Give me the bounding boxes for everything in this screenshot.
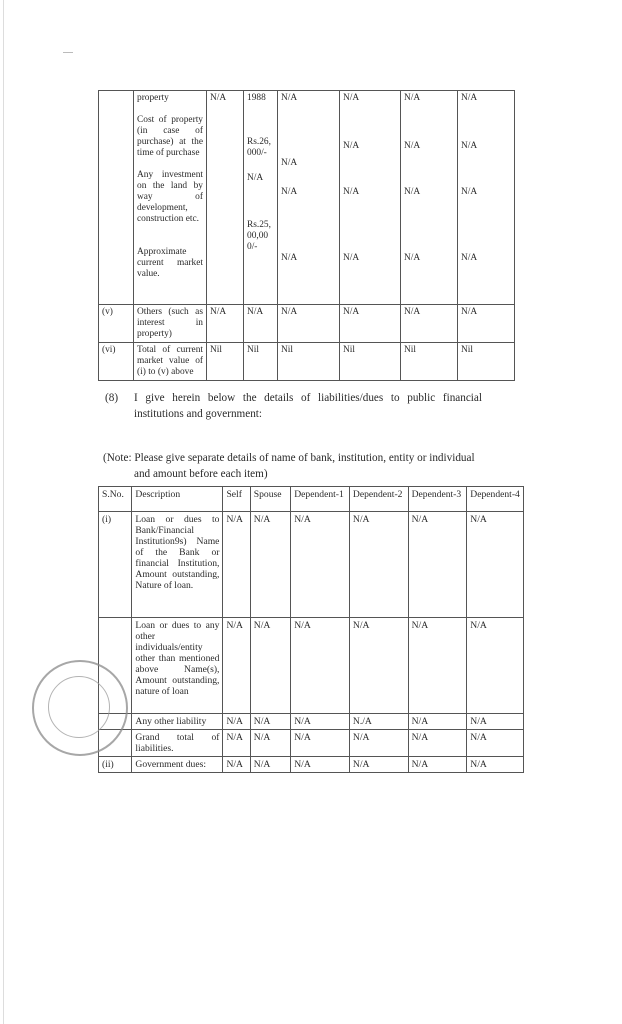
d4-cost: N/A	[461, 141, 478, 151]
dependent1-cell: N/A	[291, 757, 350, 773]
spouse-cell	[244, 91, 278, 305]
sno-cell: (i)	[99, 512, 132, 618]
description-cell: Total of current market value of (i) to (v) above	[134, 343, 207, 381]
dependent1-cell: N/A	[291, 730, 350, 757]
table-row	[99, 730, 524, 757]
table-row-vi	[99, 343, 515, 381]
d3-cost: N/A	[404, 141, 421, 151]
dependent1-cell: N/A	[278, 305, 340, 343]
cost-of-property-label: Cost of property (in case of purchase) at the time of purchase	[137, 115, 203, 158]
description-cell: Loan or dues to Bank/Financial Institution9s) Name of the Bank or financial Institution, Amount outstanding, Nature of loan.	[132, 512, 223, 618]
dependent3-cell: N/A	[408, 730, 467, 757]
description-cell: Grand total of liabilities.	[132, 730, 223, 757]
d3-approx: N/A	[404, 253, 421, 263]
header-dependent-2: Dependent-2	[349, 487, 408, 512]
self-cell: N/A	[223, 618, 250, 714]
assets-table	[98, 90, 515, 381]
spouse-cell: N/A	[244, 305, 278, 343]
description-cell: Loan or dues to any other individuals/entity other than mentioned above Name(s), Amount outstanding, nature of loan	[132, 618, 223, 714]
spouse-cell: N/A	[250, 714, 290, 730]
self-cell: N/A	[223, 730, 250, 757]
dependent1-cell	[278, 91, 340, 305]
description-cell: Government dues:	[132, 757, 223, 773]
dependent3-cell: N/A	[401, 305, 458, 343]
self-cell: N/A	[207, 305, 244, 343]
approx-value-label: Approximate current market value.	[137, 247, 203, 279]
dependent3-cell: N/A	[408, 757, 467, 773]
dependent3-cell: N/A	[408, 512, 467, 618]
self-cell: N/A	[223, 757, 250, 773]
scan-mark	[63, 52, 73, 53]
investment-label: Any investment on the land by way of development, construction etc.	[137, 170, 203, 224]
dependent2-cell	[340, 91, 401, 305]
dependent4-cell: N/A	[458, 305, 515, 343]
dependent1-cell: N/A	[291, 618, 350, 714]
spouse-cost: Rs.26, 000/-	[247, 137, 271, 158]
d1-approx: N/A	[281, 253, 298, 263]
dependent4-cell: N/A	[467, 714, 524, 730]
self-cell: Nil	[207, 343, 244, 381]
dependent2-cell: N/A	[349, 618, 408, 714]
stamp-inner-ring	[48, 676, 110, 738]
spouse-cell: Nil	[244, 343, 278, 381]
note-text	[103, 450, 483, 482]
spouse-cell: N/A	[250, 512, 290, 618]
header-spouse: Spouse	[250, 487, 290, 512]
note-line-1: (Note: Please give separate details of name of bank, institution, entity or individual	[103, 452, 475, 464]
table-row-v	[99, 305, 515, 343]
d4-investment: N/A	[461, 187, 478, 197]
description-cell: Others (such as interest in property)	[134, 305, 207, 343]
d2-cost: N/A	[343, 141, 360, 151]
dependent1-cell: N/A	[291, 714, 350, 730]
dependent4-cell: N/A	[467, 757, 524, 773]
dependent2-cell: N/A	[349, 757, 408, 773]
spouse-approx: Rs.25, 00,00 0/-	[247, 220, 271, 252]
scan-edge	[3, 0, 4, 1024]
dependent4-cell: N/A	[467, 618, 524, 714]
description-cell	[134, 91, 207, 305]
dependent2-cell: N./A	[349, 714, 408, 730]
self-cell: N/A	[223, 512, 250, 618]
self-cell: N/A	[223, 714, 250, 730]
d2-investment: N/A	[343, 187, 360, 197]
section-number: (8)	[105, 392, 119, 404]
d3-investment: N/A	[404, 187, 421, 197]
spouse-cell: N/A	[250, 618, 290, 714]
sno-cell: (vi)	[99, 343, 134, 381]
property-label: property	[137, 93, 169, 103]
spouse-year: 1988	[247, 93, 266, 103]
dependent2-cell: N/A	[349, 730, 408, 757]
dependent4-cell	[458, 91, 515, 305]
dependent3-cell: N/A	[408, 618, 467, 714]
dependent3-cell: N/A	[408, 714, 467, 730]
sno-cell	[99, 91, 134, 305]
table-row-property	[99, 91, 515, 305]
table-row	[99, 757, 524, 773]
d1-cost: N/A	[281, 158, 298, 168]
spouse-investment: N/A	[247, 173, 264, 183]
liabilities-table	[98, 486, 524, 773]
sno-cell: (ii)	[99, 757, 132, 773]
dependent4-cell: N/A	[467, 512, 524, 618]
d3-value: N/A	[404, 93, 421, 103]
table-row	[99, 512, 524, 618]
d2-value: N/A	[343, 93, 360, 103]
spouse-cell: N/A	[250, 757, 290, 773]
dependent3-cell	[401, 91, 458, 305]
header-description: Description	[132, 487, 223, 512]
header-dependent-3: Dependent-3	[408, 487, 467, 512]
dependent2-cell: N/A	[340, 305, 401, 343]
header-self: Self	[223, 487, 250, 512]
self-cell	[207, 91, 244, 305]
dependent2-cell: N/A	[349, 512, 408, 618]
header-dependent-1: Dependent-1	[291, 487, 350, 512]
d1-investment: N/A	[281, 187, 298, 197]
description-cell: Any other liability	[132, 714, 223, 730]
d4-value: N/A	[461, 93, 478, 103]
d4-approx: N/A	[461, 253, 478, 263]
d1-value: N/A	[281, 93, 298, 103]
dependent1-cell: Nil	[278, 343, 340, 381]
dependent3-cell: Nil	[401, 343, 458, 381]
table-header-row	[99, 487, 524, 512]
d2-approx: N/A	[343, 253, 360, 263]
self-value: N/A	[210, 93, 227, 103]
section-8-text: I give herein below the details of liabilities/dues to public financial institutions and government:	[134, 392, 482, 420]
header-dependent-4: Dependent-4	[467, 487, 524, 512]
table-row	[99, 714, 524, 730]
dependent4-cell: Nil	[458, 343, 515, 381]
oath-commissioner-stamp	[32, 660, 128, 756]
header-sno: S.No.	[99, 487, 132, 512]
dependent2-cell: Nil	[340, 343, 401, 381]
note-line-2: and amount before each item)	[134, 468, 268, 480]
sno-cell: (v)	[99, 305, 134, 343]
table-row	[99, 618, 524, 714]
spouse-cell: N/A	[250, 730, 290, 757]
dependent1-cell: N/A	[291, 512, 350, 618]
dependent4-cell: N/A	[467, 730, 524, 757]
